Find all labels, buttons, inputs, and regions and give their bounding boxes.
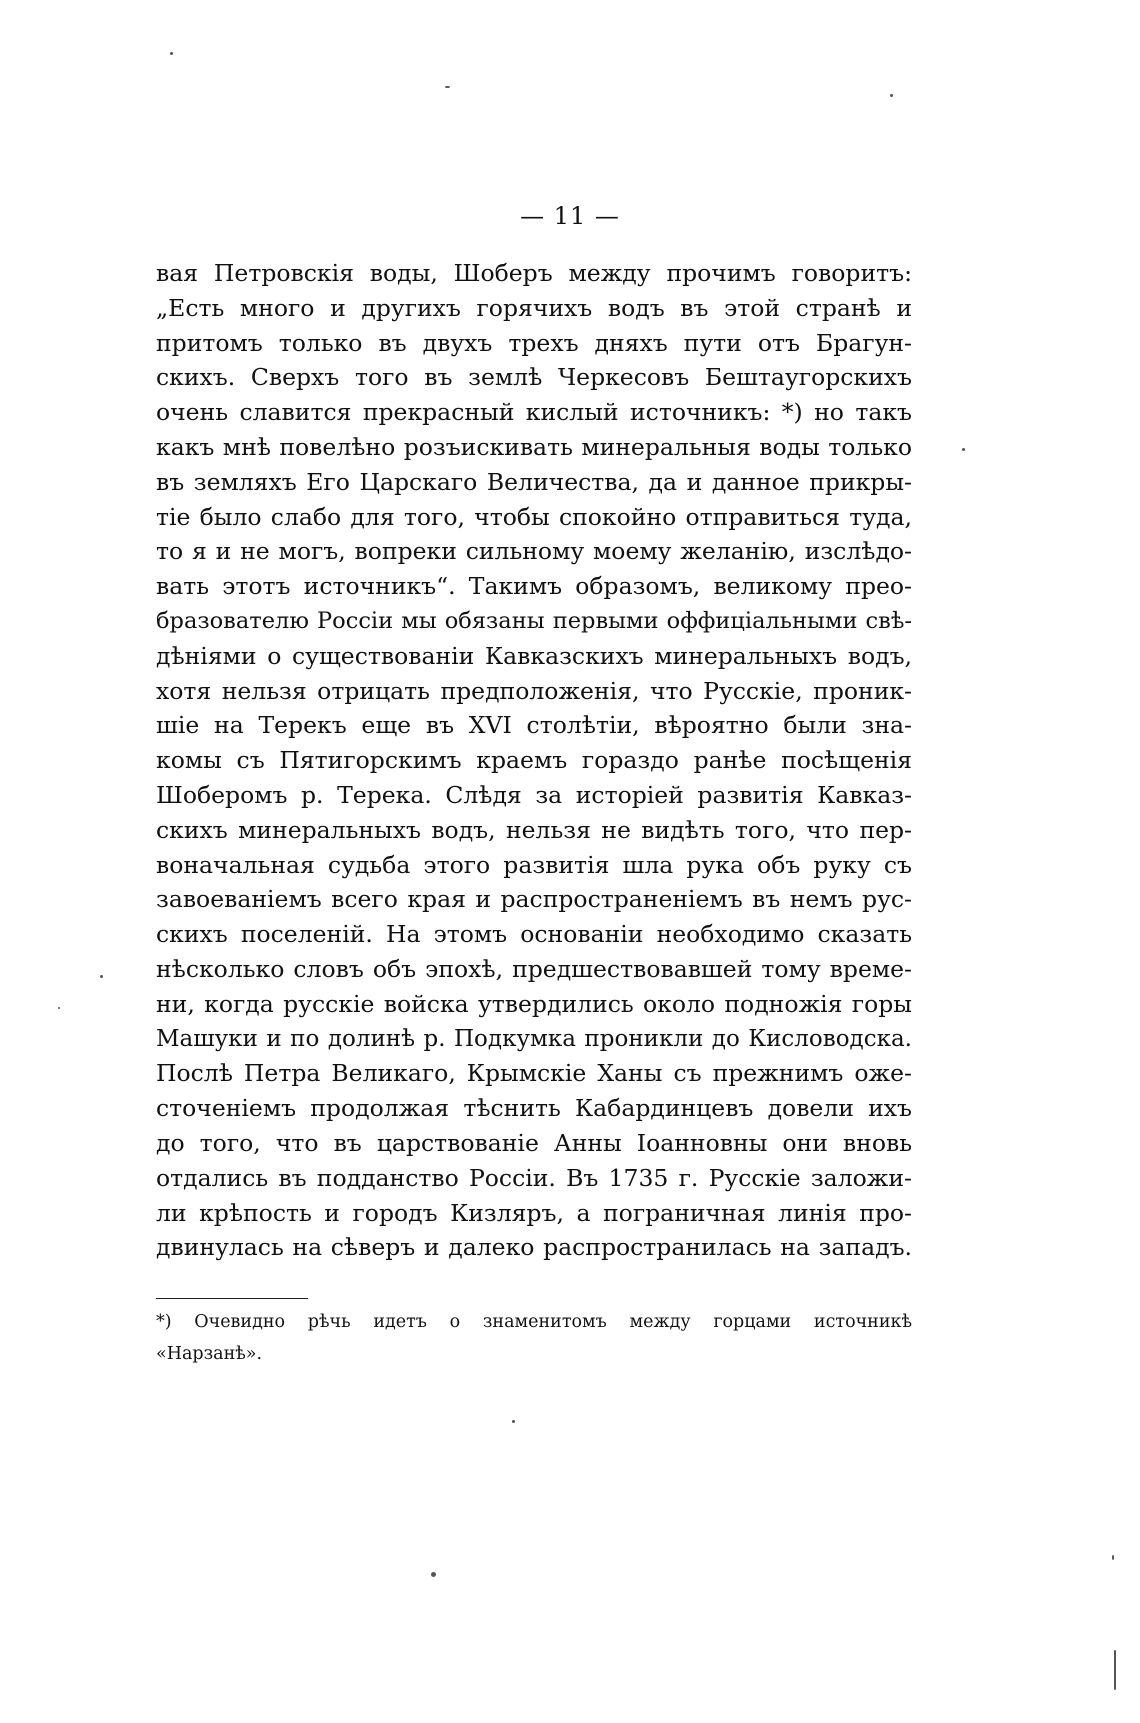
text-line: дѣніями о существованіи Кавказскихъ минеральныхъ водъ, [156,641,912,670]
footnote-line: *) Очевидно рѣчь идетъ о знаменитомъ между горцами источникѣ [156,1312,912,1332]
text-line: завоеваніемъ всего края и распространеніемъ въ немъ рус- [156,885,912,914]
text-line: комы съ Пятигорскимъ краемъ гораздо ранѣе посѣщенія [156,746,912,775]
scan-speck [890,94,893,97]
text-line: въ земляхъ Его Царскаго Величества, да и данное прикры- [156,467,912,496]
text-line: нѣсколько словъ объ эпохѣ, предшествовавшей тому време- [156,954,912,983]
body-text [156,256,912,1265]
text-line: „Есть много и другихъ горячихъ водъ въ этой странѣ и [156,293,912,322]
footnote [156,1306,912,1370]
text-line: Машуки и по долинѣ р. Подкумка проникли до Кисловодска. [156,1025,912,1052]
text-line: Послѣ Петра Великаго, Крымскіе Ханы съ прежнимъ оже- [156,1059,912,1088]
text-line: скихъ минеральныхъ водъ, нельзя не видѣть того, что пер- [156,815,912,844]
scan-speck [445,86,450,88]
scan-speck [1112,1555,1114,1560]
text-line: тіе было слабо для того, чтобы спокойно отправиться туда, [156,502,912,531]
page-number: — 11 — [520,202,620,230]
text-line: воначальная судьба этого развитія шла рука объ руку съ [156,850,912,879]
text-line: очень славится прекрасный кислый источникъ: *) но такъ [156,398,912,427]
text-line: вать этотъ источникъ“. Такимъ образомъ, великому прео- [156,572,912,601]
text-line: ли крѣпость и городъ Кизляръ, а пограничная линія про- [156,1198,912,1227]
text-line: двинулась на сѣверъ и далеко распространилась на западъ. [156,1233,912,1262]
scan-speck [58,1007,60,1009]
scan-speck [431,1572,436,1577]
text-line: отдались въ подданство Россіи. Въ 1735 г. Русскіе заложи- [156,1163,912,1192]
text-line: то я и не могъ, вопреки сильному моему желанію, изслѣдо- [156,537,912,566]
scan-speck [1114,1650,1116,1690]
text-line: сточеніемъ продолжая тѣснить Кабардинцевъ довели ихъ [156,1094,912,1123]
text-line: какъ мнѣ повелѣно розъискивать минеральныя воды только [156,432,912,461]
scan-speck [100,975,103,978]
text-line: притомъ только въ двухъ трехъ дняхъ пути отъ Брагун- [156,328,912,357]
scan-speck [512,1420,515,1423]
text-line: скихъ поселеній. На этомъ основаніи необходимо сказать [156,920,912,949]
text-line: ни, когда русскіе войска утвердились около подножія горы [156,989,912,1018]
scan-speck [962,448,965,451]
text-line: до того, что въ царствованіе Анны Іоанновны они вновь [156,1128,912,1157]
text-line: хотя нельзя отрицать предположенія, что Русскіе, проник- [156,676,912,705]
text-line: Шоберомъ р. Терека. Слѣдя за исторіей развитія Кавказ- [156,780,912,809]
text-line: шіе на Терекъ еще въ XVI столѣтіи, вѣроятно были зна- [156,711,912,740]
footnote-line: «Нарзанѣ». [156,1344,263,1364]
text-line: бразователю Россіи мы обязаны первыми оффиціальными свѣ- [156,607,912,634]
text-line: скихъ. Сверхъ того въ землѣ Черкесовъ Бештаугорскихъ [156,363,912,392]
scan-speck [170,52,173,55]
text-line: вая Петровскія воды, Шоберъ между прочимъ говоритъ: [156,259,912,287]
footnote-divider [156,1298,308,1299]
